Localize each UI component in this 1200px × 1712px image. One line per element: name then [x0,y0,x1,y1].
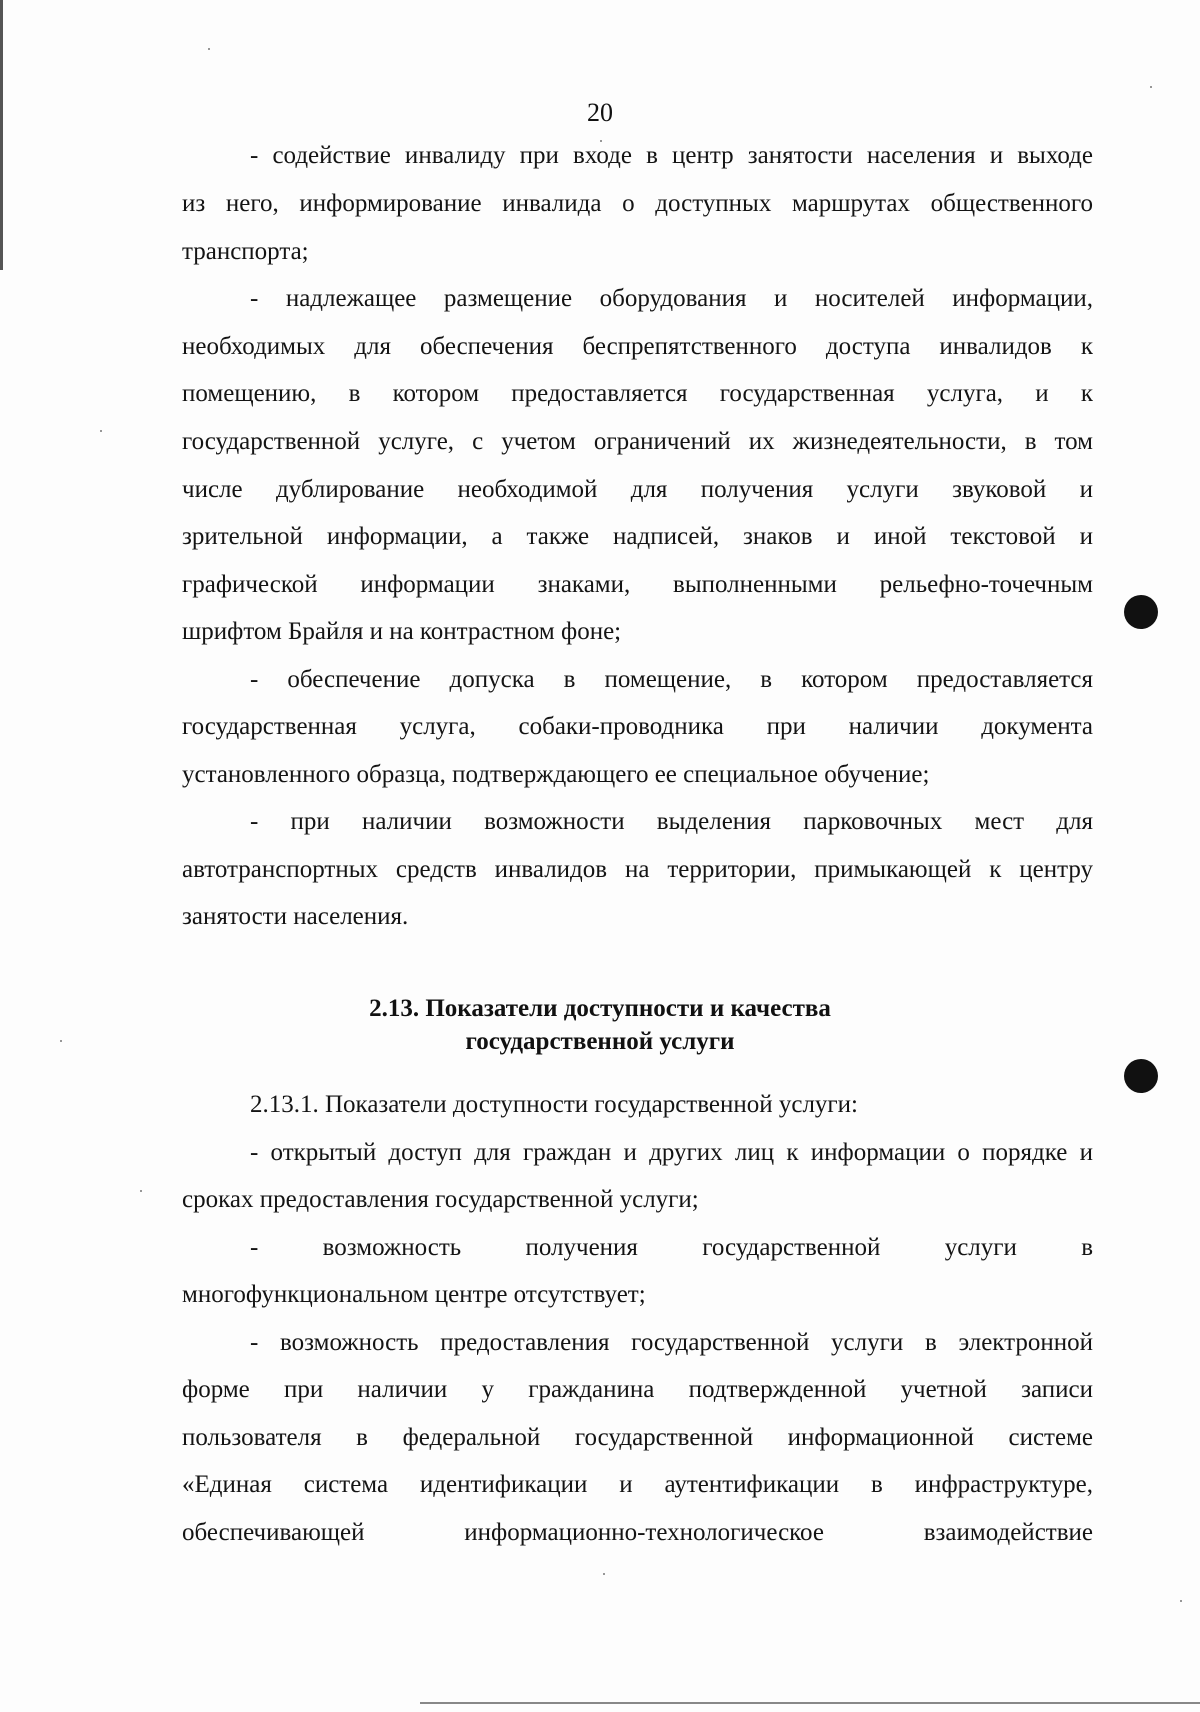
paragraph-line: «Единая система идентификации и аутентификации в инфраструктуре, [182,1471,1093,1498]
scan-left-edge [0,0,3,270]
scan-speck [208,48,210,50]
paragraph-line: - открытый доступ для граждан и других лиц к информации о порядке и [250,1139,1093,1166]
punch-hole [1124,1059,1158,1093]
paragraph-line: - при наличии возможности выделения парковочных мест для [250,808,1093,835]
punch-hole [1124,595,1158,629]
paragraph-line: государственной услуге, с учетом ограничений их жизнедеятельности, в том [182,428,1093,455]
paragraph-line: - обеспечение допуска в помещение, в котором предоставляется [250,666,1093,693]
scan-speck [140,1190,142,1192]
paragraph-line: обеспечивающей информационно-технологическое взаимодействие [182,1519,1093,1546]
subsection-title: 2.13.1. Показатели доступности государственной услуги: [250,1091,859,1118]
scan-bottom-edge [420,1702,1200,1704]
section-heading: государственной услуги [465,1028,735,1055]
paragraph-line: шрифтом Брайля и на контрастном фоне; [182,618,622,645]
paragraph-line: государственная услуга, собаки-проводника при наличии документа [182,713,1093,740]
paragraph-line: числе дублирование необходимой для получения услуги звуковой и [182,476,1093,503]
paragraph-line: занятости населения. [182,903,409,930]
paragraph-line: графической информации знаками, выполненными рельефно-точечным [182,571,1093,598]
paragraph-line: необходимых для обеспечения беспрепятственного доступа инвалидов к [182,333,1093,360]
paragraph-line: форме при наличии у гражданина подтвержденной учетной записи [182,1376,1093,1403]
scan-speck [100,430,102,432]
paragraph-line: - надлежащее размещение оборудования и носителей информации, [250,285,1093,312]
paragraph-line: - возможность получения государственной услуги в [250,1234,1093,1261]
scan-speck [603,1573,605,1575]
paragraph-line: зрительной информации, а также надписей, знаков и иной текстовой и [182,523,1093,550]
paragraph-line: автотранспортных средств инвалидов на территории, примыкающей к центру [182,856,1093,883]
paragraph-line: - содействие инвалиду при входе в центр занятости населения и выходе [250,142,1093,169]
paragraph-line: сроках предоставления государственной услуги; [182,1186,699,1213]
paragraph-line: из него, информирование инвалида о доступных маршрутах общественного [182,190,1093,217]
scan-speck [1180,1600,1182,1602]
paragraph-line: многофункциональном центре отсутствует; [182,1281,646,1308]
paragraph-line: - возможность предоставления государственной услуги в электронной [250,1329,1093,1356]
scan-speck [1150,86,1152,88]
paragraph-line: транспорта; [182,238,309,265]
paragraph-line: установленного образца, подтверждающего ее специальное обучение; [182,761,930,788]
page-number: 20 [587,98,613,127]
paragraph-line: пользователя в федеральной государственной информационной системе [182,1424,1093,1451]
paragraph-line: помещению, в котором предоставляется государственная услуга, и к [182,380,1093,407]
section-heading: 2.13. Показатели доступности и качества [369,995,831,1022]
